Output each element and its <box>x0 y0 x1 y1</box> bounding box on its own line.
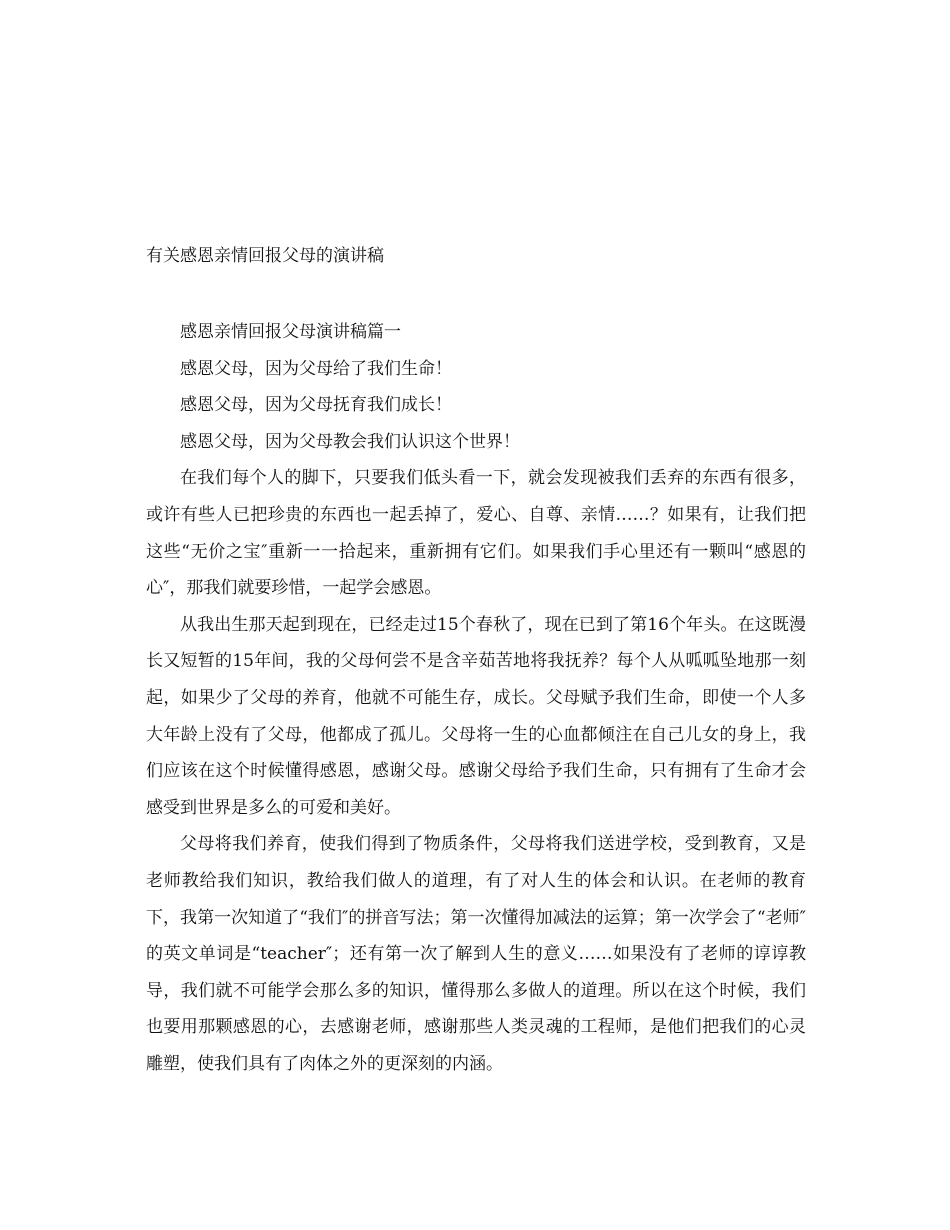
gratitude-line-2: 感恩父母，因为父母抚育我们成长！ <box>180 395 452 416</box>
section-heading: 感恩亲情回报父母演讲稿篇一 <box>180 322 401 342</box>
gratitude-line-3: 感恩父母，因为父母教会我们认识这个世界！ <box>180 431 520 452</box>
paragraph-2: 从我出生那天起到现在，已经走过15个春秋了，现在已到了第16个年头。在这既漫长又短暂的15年间，我的父母何尝不是含辛茹苦地将我抚养？每个人从呱呱坠地那一刻起，如果少了父母的养育，他就不可能生存，成长。父母赋予我们生命，即使一个人多大年龄上没有了父母，他都成了孤儿。父母将一生的心血都倾注在自己儿女的身上，我们应该在这个时候懂得感恩，感谢父母。感谢父母给予我们生命，只有拥有了生命才会感受到世界是多么的可爱和美好。 <box>146 614 806 818</box>
paragraph-1: 在我们每个人的脚下，只要我们低头看一下，就会发现被我们丢弃的东西有很多，或许有些人已把珍贵的东西也一起丢掉了，爱心、自尊、亲情……？如果有，让我们把这些“无价之宝″重新一一拾起来，重新拥有它们。如果我们手心里还有一颗叫“感恩的心″，那我们就要珍惜，一起学会感恩。 <box>146 468 806 599</box>
gratitude-line-1: 感恩父母，因为父母给了我们生命！ <box>180 358 452 379</box>
document-title: 有关感恩亲情回报父母的演讲稿 <box>146 246 384 266</box>
paragraph-3: 父母将我们养育，使我们得到了物质条件，父母将我们送进学校，受到教育，又是老师教给我们知识，教给我们做人的道理，有了对人生的体会和认识。在老师的教育下，我第一次知道了“我们″的拼音写法；第一次懂得加减法的运算；第一次学会了“老师″的英文单词是“teacher″；还有第一次了解到人生的意义……如果没有了老师的谆谆教导，我们就不可能学会那么多的知识，懂得那么多做人的道理。所以在这个时候，我们也要用那颗感恩的心，去感谢老师，感谢那些人类灵魂的工程师，是他们把我们的心灵雕塑，使我们具有了肉体之外的更深刻的内涵。 <box>146 834 806 1074</box>
document-body <box>146 240 806 1082</box>
